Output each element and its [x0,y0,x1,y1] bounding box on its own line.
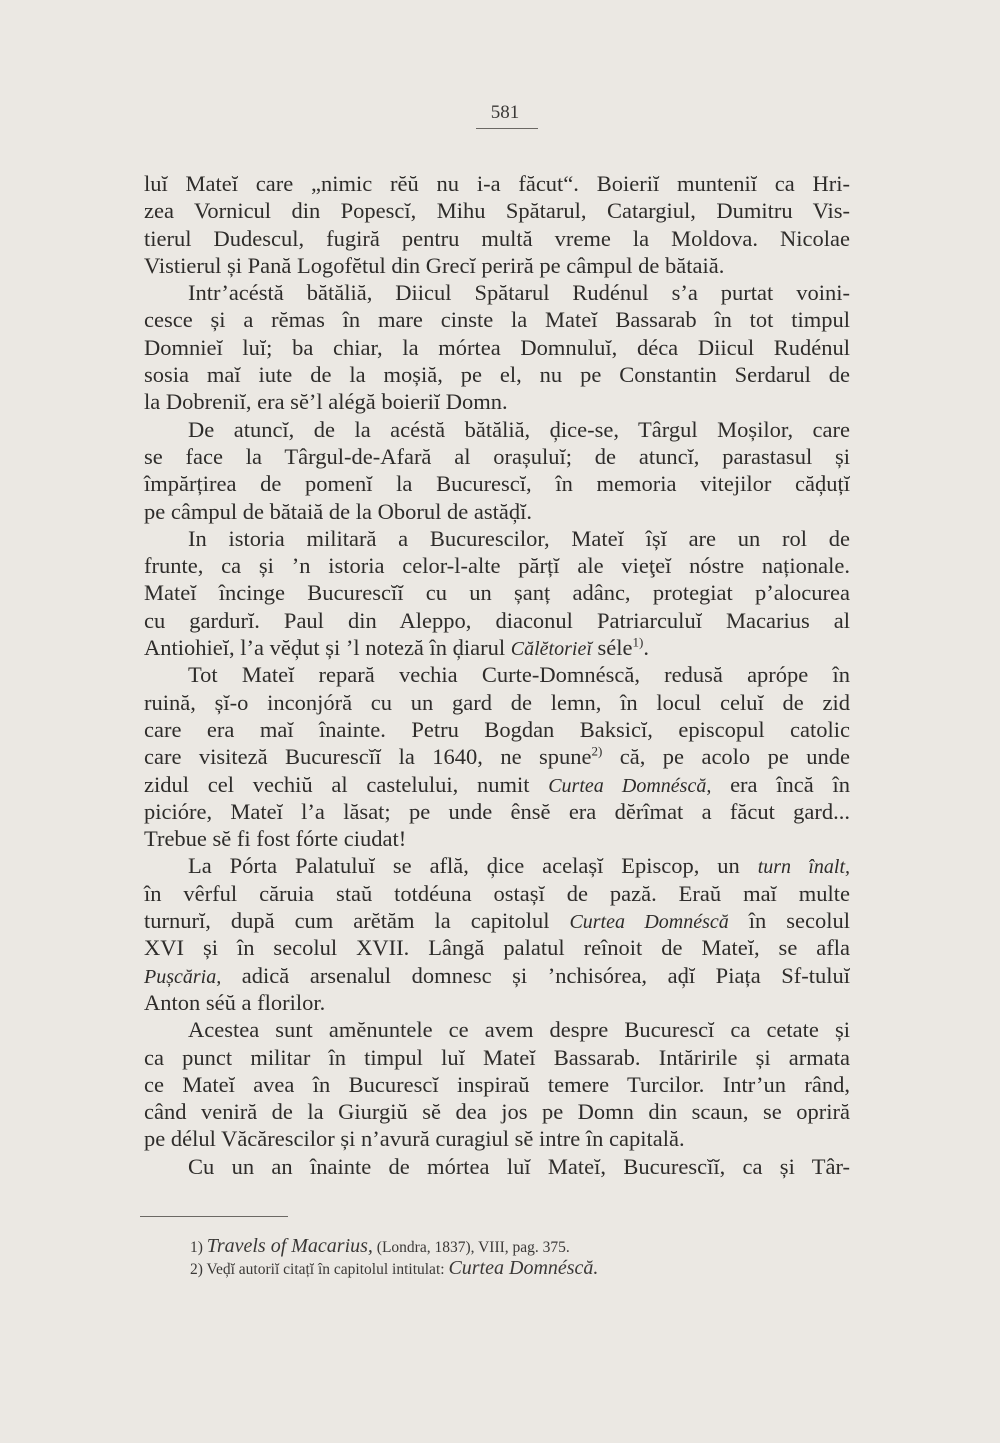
text-line [144,279,850,306]
text-run: Mateĭ încinge Bucurescĭĭ cu un șanț adânc, protegiat p’alocurea [144,580,850,606]
text-run: De atuncĭ, de la acéstă bătăliă, ḑice-se, Târgul Moșilor, care [188,416,850,442]
text-run: în secolul [728,908,850,934]
text-line [144,1125,850,1152]
text-run: la Dobreniĭ, era sĕ’l alégă boieriĭ Domn. [144,389,508,415]
body-text [144,170,850,1180]
text-run: Domnieĭ luĭ; ba chiar, la mórtea Domnuluĭ, déca Diicul Rudénul [144,334,850,360]
text-line [144,1044,850,1071]
text-run: 1) [190,1239,207,1256]
text-line [144,852,850,879]
text-line [144,1098,850,1125]
text-line [144,661,850,688]
text-line [144,771,850,798]
text-run: în vêrful căruia staŭ totdéuna ostașĭ de pază. Eraŭ maĭ multe [144,880,850,906]
text-line [144,880,850,907]
text-line [144,334,850,361]
text-run: ruină, șĭ-o inconjóră cu un gard de lemn, în locul celuĭ de zid [144,689,850,715]
text-line [144,743,850,770]
text-run: pe câmpul de bătaiă de la Oborul de astăḑĭ. [144,498,532,524]
text-line [144,225,850,252]
text-run: Acestea sunt amĕnuntele ce avem despre Bucurescĭ ca cetate și [188,1017,850,1043]
italic-text: Curtea Domnéscă, [548,774,712,797]
text-run: care visiteză Bucurescĭĭ la 1640, ne spune [144,744,592,770]
italic-text: Curtea Domnéscă. [448,1257,599,1279]
text-line [144,361,850,388]
text-run: zea Vornicul din Popescĭ, Mihu Spătarul, Catargiul, Dumitru Vis- [144,198,850,224]
text-line [144,907,850,934]
italic-text: Curtea Domnéscă [569,911,729,934]
text-run: XVI și în secolul XVII. Lângă palatul reînoit de Mateĭ, se afla [144,935,850,961]
footnote [190,1258,750,1280]
text-run: luĭ Mateĭ care „nimic rĕŭ nu i-a făcut“. Boieriĭ munteniĭ ca Hri- [144,171,850,196]
text-run: era încă în [711,771,850,797]
text-line [144,498,850,525]
text-run: tierul Dudescul, fugiră pentru multă vreme la Moldova. Nicolae [144,225,850,251]
text-run: zidul cel vechiŭ al castelului, numit [144,771,549,797]
text-run: . [643,635,649,661]
text-line [144,1071,850,1098]
text-line [144,689,850,716]
footnote-separator [140,1216,288,1217]
text-run: sosia maĭ iute de la moșiă, pe el, nu pe Constantin Serdarul de [144,362,850,388]
text-run: frunte, ca și ’n istoria celor-l-alte părțĭ ale vieţeĭ nóstre naționale. [144,553,850,579]
text-run: cu gardurĭ. Paul din Aleppo, diaconul Patriarculuĭ Macarius al [144,607,850,633]
italic-text: Călĕtorieĭ [510,638,592,661]
text-line [144,388,850,415]
text-line [144,252,850,279]
text-run: adică arsenalul domnesc și ’nchisórea, aḑĭ Piața Sf-tuluĭ [221,962,850,988]
text-run: când veniră de la Giurgiŭ sĕ dea jos pe Domn din scaun, se opriră [144,1099,850,1125]
text-line [144,607,850,634]
text-run: Trebue sĕ fi fost fórte ciudat! [144,826,407,852]
text-line [144,579,850,606]
text-run: că, pe acolo pe unde [602,744,850,770]
text-run: La Pórta Palatuluĭ se află, ḑice acelașĭ Episcop, un [188,853,758,879]
text-run: In istoria militară a Bucurescilor, Mateĭ îșĭ are un rol de [188,525,850,551]
text-line [144,716,850,743]
text-line [144,443,850,470]
text-line [144,306,850,333]
text-line [144,962,850,989]
text-run: Cu un an înainte de mórtea luĭ Mateĭ, Bucurescĭĭ, ca și Târ- [188,1153,850,1179]
text-line [144,197,850,224]
text-line [144,1016,850,1043]
text-run: se face la Târgul-de-Afară al orașuluĭ; de atuncĭ, parastasul și [144,443,850,469]
text-line [144,798,850,825]
italic-text: turn înalt, [757,856,851,879]
text-line [144,170,850,197]
text-run: Vistierul și Pană Logofĕtul din Grecĭ periră pe câmpul de bătaiă. [144,252,725,278]
text-run: împărțirea de pomenĭ la Bucurescĭ, în memoria vitejilor căḑuțĭ [144,471,850,497]
text-run: cesce și a rĕmas în mare cinste la Mateĭ Bassarab în tot timpul [144,307,850,333]
text-run: Anton séŭ a florilor. [144,989,326,1015]
text-run: 2) Veḑĭ autoriĭ citațĭ în capitolul intitulat: [190,1261,449,1278]
text-run: ce Mateĭ avea în Bucurescĭ inspiraŭ temere Turcilor. Intr’un rând, [144,1071,850,1097]
text-line [144,989,850,1016]
footnote-ref: 2) [591,743,603,759]
italic-text: Travels of Macarius, [206,1235,373,1257]
text-line [144,416,850,443]
text-run: turnurĭ, după cum arĕtăm la capitolul [144,908,570,934]
text-line [144,552,850,579]
text-run: (Londra, 1837), VIII, pag. 375. [372,1239,570,1256]
text-run: ca punct militar în timpul luĭ Mateĭ Bassarab. Intăririle și armata [144,1044,850,1070]
text-line [144,825,850,852]
text-run: picióre, Mateĭ l’a lăsat; pe unde ênsĕ era dĕrîmat a făcut gard... [144,798,850,824]
text-run: pe délul Văcărescilor și n’avură curagiul sĕ intre în capitală. [144,1126,685,1152]
page-number: 581 [490,102,520,123]
footnotes [190,1236,750,1280]
text-run: Tot Mateĭ repară vechia Curte-Domnéscă, redusă aprópe în [188,662,850,688]
italic-text: Pușcăria, [144,965,222,988]
footnote-ref: 1) [632,634,644,650]
text-line [144,525,850,552]
text-run: care era maĭ înainte. Petru Bogdan Baksicĭ, episcopul catolic [144,716,850,742]
text-run: Antiohieĭ, l’a vĕḑut și ’l noteză în ḑiarul [144,635,511,661]
page-number-rule [476,128,538,129]
text-run: séle [591,635,633,661]
text-line [144,934,850,961]
footnote [190,1236,750,1258]
text-line [144,634,850,661]
text-run: Intr’acéstă bătăliă, Diicul Spătarul Rudénul s’a purtat voini- [188,280,850,306]
text-line [144,1153,850,1180]
text-line [144,470,850,497]
